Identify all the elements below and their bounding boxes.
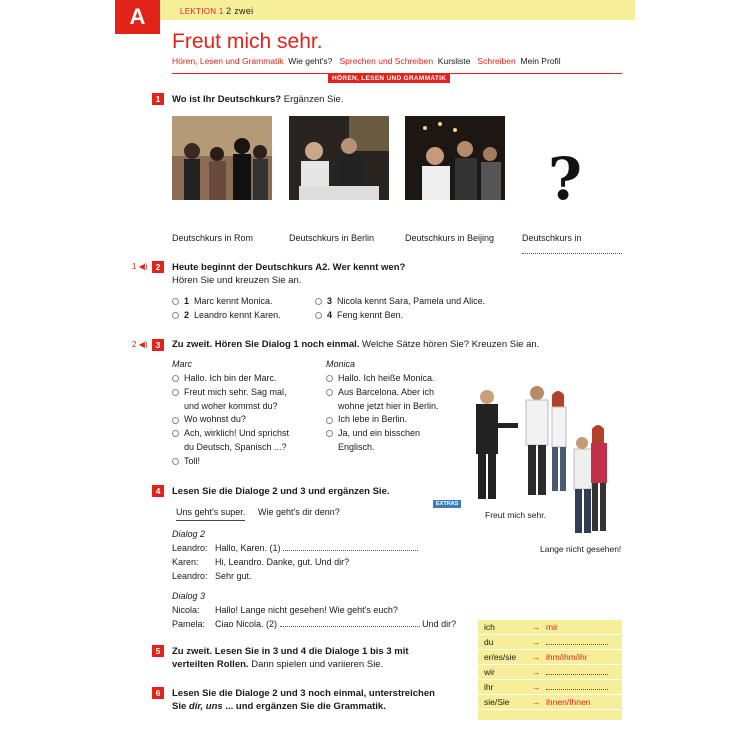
caption: Deutschkurs in <box>522 233 582 243</box>
option-continuation: du Deutsch, Spanisch ...? <box>184 441 287 452</box>
task2-instruction: Heute beginnt der Deutschkurs A2. Wer kennt wen? Hören Sie und kreuzen Sie an. <box>172 262 406 286</box>
checkbox[interactable] <box>172 458 179 465</box>
checkbox[interactable] <box>172 430 179 437</box>
option[interactable]: Ja, und ein bisschen <box>326 427 439 441</box>
answer-blank[interactable] <box>546 644 608 645</box>
dialog-title: Dialog 3 <box>172 591 206 601</box>
photo-beijing <box>405 116 505 200</box>
task-number: 2 <box>152 261 164 273</box>
dialog-title: Dialog 2 <box>172 529 206 539</box>
grammar-box <box>478 620 622 720</box>
checkbox[interactable] <box>172 298 179 305</box>
photo-rom <box>172 116 272 200</box>
caption: Deutschkurs in Berlin <box>289 233 375 243</box>
checkbox[interactable] <box>326 417 333 424</box>
grammar-row: ich → mir <box>478 620 622 635</box>
answer-blank[interactable] <box>280 626 420 627</box>
option[interactable]: Wo wohnst du? <box>172 413 289 427</box>
answer-blank[interactable] <box>546 674 608 675</box>
checkbox[interactable] <box>172 312 179 319</box>
task3-instruction: Zu zweit. Hören Sie Dialog 1 noch einmal. Welche Sätze hören Sie? Kreuzen Sie an. <box>172 339 540 350</box>
checkbox[interactable] <box>315 298 322 305</box>
caption: Deutschkurs in Rom <box>172 233 254 243</box>
grammar-row: er/es/sie → ihm/ihm/ihr <box>478 650 622 665</box>
checkbox[interactable] <box>172 375 179 382</box>
illustration-caption: Lange nicht gesehen! <box>540 544 622 554</box>
caption: Deutschkurs in Beijing <box>405 233 495 243</box>
page-title: Freut mich sehr. <box>172 30 323 53</box>
question-mark-icon: ? <box>548 145 582 213</box>
speaker-name: Marc <box>172 359 192 369</box>
marc-lines <box>172 372 289 469</box>
option[interactable]: 3 Nicola kennt Sara, Pamela und Alice. <box>315 295 485 309</box>
chapter-badge: A <box>115 0 160 34</box>
task-number: 6 <box>152 687 164 699</box>
checkbox[interactable] <box>315 312 322 319</box>
answer-blank[interactable] <box>522 253 622 254</box>
task-number: 5 <box>152 645 164 657</box>
option-continuation: und woher kommst du? <box>184 400 278 411</box>
task-number: 3 <box>152 339 164 351</box>
speaker-icon: ◀) <box>138 262 148 271</box>
illustration-caption: Freut mich sehr. <box>485 510 546 520</box>
option[interactable]: Ich lebe in Berlin. <box>326 413 439 427</box>
checkbox[interactable] <box>172 389 179 396</box>
task4-instruction: Lesen Sie die Dialoge 2 und 3 und ergänzen Sie. <box>172 486 390 497</box>
audio-track[interactable]: 2 ◀) <box>132 340 148 349</box>
option-continuation: Englisch. <box>338 441 375 452</box>
dialog3: Nicola: Hallo! Lange nicht gesehen! Wie geht's euch? Pamela: Ciao Nicola. (2) Und dir? <box>172 605 457 629</box>
subnav-item: Kursliste <box>437 56 471 66</box>
option[interactable]: Toll! <box>172 455 289 469</box>
option[interactable]: Hallo. Ich heiße Monica. <box>326 372 439 386</box>
subnav-item: Wie geht's? <box>288 56 333 66</box>
subnav-item: Schreiben <box>477 56 516 66</box>
option[interactable]: 4 Feng kennt Ben. <box>315 309 403 323</box>
answer-blank[interactable] <box>283 550 418 551</box>
task6-instruction: Lesen Sie die Dialoge 2 und 3 noch einmal, unterstreichen Sie dir, uns ... und ergänzen Sie die Grammatik. <box>172 688 435 712</box>
checkbox[interactable] <box>326 430 333 437</box>
option[interactable]: Aus Barcelona. Aber ich <box>326 386 439 400</box>
speaker-icon: ◀) <box>138 340 148 349</box>
monica-lines <box>326 372 439 455</box>
grammar-row: sie/Sie → ihnen/Ihnen <box>478 695 622 710</box>
lektion-label: LEKTION 1 2 zwei <box>180 6 254 16</box>
dialog2: Leandro: Hallo, Karen. (1) Karen: Hi, Leandro. Danke, gut. Und dir? Leandro: Sehr gut. <box>172 541 418 583</box>
speaker-name: Monica <box>326 359 356 369</box>
option-continuation: wohne jetzt hier in Berlin. <box>338 400 439 411</box>
option[interactable]: 2 Leandro kennt Karen. <box>172 309 281 323</box>
task-number: 4 <box>152 485 164 497</box>
subnav-item: Sprechen und Schreiben <box>339 56 434 66</box>
subnav <box>172 56 561 66</box>
task-number: 1 <box>152 93 164 105</box>
option[interactable]: Freut mich sehr. Sag mal, <box>172 386 289 400</box>
task1-instruction: Wo ist Ihr Deutschkurs? Ergänzen Sie. <box>172 94 344 105</box>
section-label: HÖREN, LESEN UND GRAMMATIK <box>328 74 450 83</box>
grammar-row[interactable]: ihr → <box>478 680 622 695</box>
subnav-item: Hören, Lesen und Grammatik <box>172 56 284 66</box>
hint-phrase: Uns geht's super. <box>176 506 245 521</box>
task5-instruction: Zu zweit. Lesen Sie in 3 und 4 die Dialoge 1 bis 3 mit verteilten Rollen. Dann spielen und variieren Sie. <box>172 646 409 670</box>
checkbox[interactable] <box>326 375 333 382</box>
answer-blank[interactable] <box>546 689 608 690</box>
subnav-item: Mein Profil <box>520 56 561 66</box>
checkbox[interactable] <box>326 389 333 396</box>
checkbox[interactable] <box>172 417 179 424</box>
photo-berlin <box>289 116 389 200</box>
option[interactable]: Ach, wirklich! Und sprichst <box>172 427 289 441</box>
hint-phrase: Wie geht's dir denn? <box>258 507 340 517</box>
option[interactable]: 1 Marc kennt Monica. <box>172 295 273 309</box>
audio-track[interactable]: 1 ◀) <box>132 262 148 271</box>
extras-badge[interactable]: EXTRAS <box>433 500 461 508</box>
grammar-row[interactable]: du → <box>478 635 622 650</box>
option[interactable]: Hallo. Ich bin der Marc. <box>172 372 289 386</box>
grammar-row[interactable]: wir → <box>478 665 622 680</box>
